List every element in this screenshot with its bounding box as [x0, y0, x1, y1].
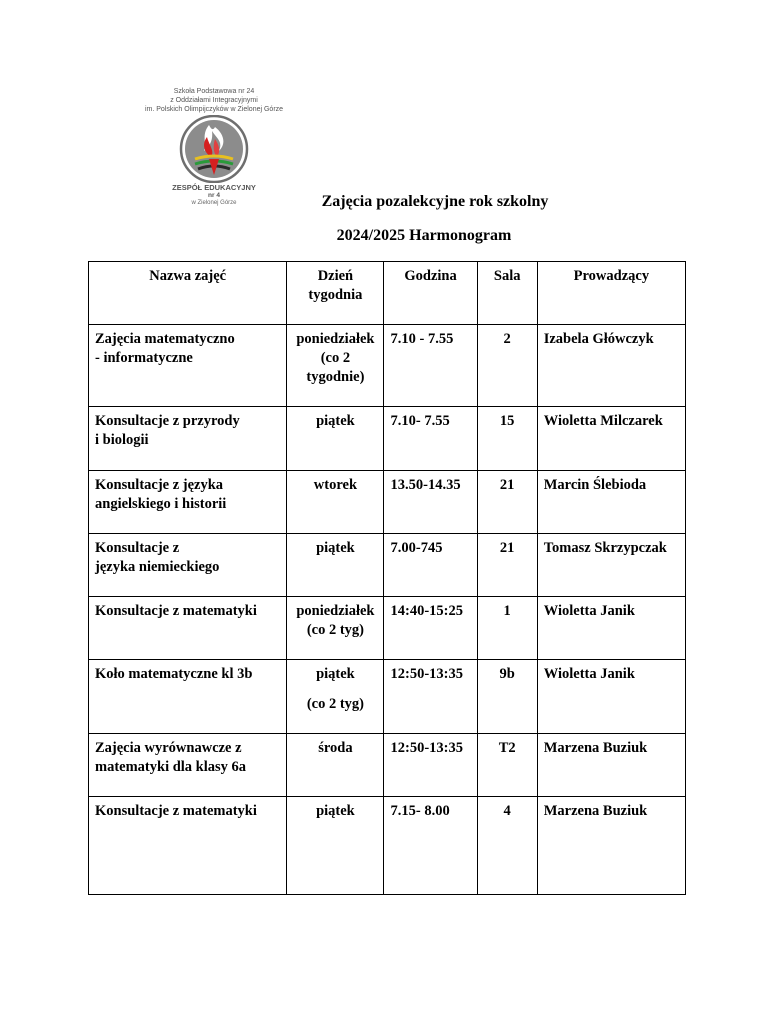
cell-day: piątek	[287, 407, 384, 471]
table-row	[89, 407, 686, 471]
logo-brand-text: ZESPÓŁ EDUKACYJNY	[172, 183, 256, 192]
cell-day: środa	[287, 734, 384, 797]
logo-school-name: Szkoła Podstawowa nr 24	[173, 88, 255, 95]
header-room: Sala	[477, 262, 537, 325]
header-time: Godzina	[384, 262, 477, 325]
cell-day: wtorek	[287, 471, 384, 534]
table-row	[89, 734, 686, 797]
logo-school-subtitle: z Oddziałami Integracyjnymi	[170, 97, 258, 104]
cell-room: 9b	[477, 660, 537, 734]
cell-teacher: Wioletta Janik	[537, 660, 685, 734]
cell-room: 21	[477, 534, 537, 597]
header-name: Nazwa zajęć	[89, 262, 287, 325]
cell-teacher: Marcin Ślebioda	[537, 471, 685, 534]
cell-teacher: Wioletta Milczarek	[537, 407, 685, 471]
cell-time: 7.00-745	[384, 534, 477, 597]
cell-activity: Konsultacje z matematyki	[89, 797, 287, 895]
torch-emblem-icon	[171, 115, 257, 183]
table-row	[89, 534, 686, 597]
table-row	[89, 471, 686, 534]
header-teacher: Prowadzący	[537, 262, 685, 325]
header-day: Dzień tygodnia	[287, 262, 384, 325]
cell-day: piątek	[287, 797, 384, 895]
table-row	[89, 325, 686, 407]
cell-teacher: Marzena Buziuk	[537, 734, 685, 797]
cell-day: piątek	[287, 534, 384, 597]
cell-day: poniedziałek (co 2 tygodnie)	[287, 325, 384, 407]
cell-room: T2	[477, 734, 537, 797]
cell-teacher: Marzena Buziuk	[537, 797, 685, 895]
cell-room: 4	[477, 797, 537, 895]
cell-time: 14:40-15:25	[384, 597, 477, 660]
cell-activity: Zajęcia wyrównawcze z matematyki dla klasy 6a	[89, 734, 287, 797]
cell-activity: Konsultacje z przyrody i biologii	[89, 407, 287, 471]
cell-time: 12:50-13:35	[384, 660, 477, 734]
cell-day: piątek (co 2 tyg)	[287, 660, 384, 734]
logo-city-text: w Zielonej Górze	[191, 200, 237, 206]
table-row	[89, 660, 686, 734]
cell-time: 12:50-13:35	[384, 734, 477, 797]
cell-activity: Koło matematyczne kl 3b	[89, 660, 287, 734]
cell-activity: Zajęcia matematyczno - informatyczne	[89, 325, 287, 407]
table-row	[89, 597, 686, 660]
cell-day: poniedziałek (co 2 tyg)	[287, 597, 384, 660]
cell-room: 1	[477, 597, 537, 660]
document-title: Zajęcia pozalekcyjne rok szkolny	[321, 193, 549, 210]
schedule-table	[88, 261, 686, 895]
cell-teacher: Wioletta Janik	[537, 597, 685, 660]
cell-room: 2	[477, 325, 537, 407]
cell-activity: Konsultacje z języka niemieckiego	[89, 534, 287, 597]
cell-time: 7.10- 7.55	[384, 407, 477, 471]
cell-activity: Konsultacje z języka angielskiego i historii	[89, 471, 287, 534]
cell-room: 15	[477, 407, 537, 471]
cell-room: 21	[477, 471, 537, 534]
school-logo	[128, 87, 300, 209]
cell-time: 7.10 - 7.55	[384, 325, 477, 407]
logo-number-text: nr 4	[208, 192, 220, 199]
header-row	[89, 262, 686, 325]
cell-time: 7.15- 8.00	[384, 797, 477, 895]
cell-time: 13.50-14.35	[384, 471, 477, 534]
logo-school-patron: im. Polskich Olimpijczyków w Zielonej Górze	[144, 106, 284, 113]
document-subtitle: 2024/2025 Harmonogram	[336, 227, 512, 244]
table-row	[89, 797, 686, 895]
cell-teacher: Izabela Główczyk	[537, 325, 685, 407]
cell-activity: Konsultacje z matematyki	[89, 597, 287, 660]
cell-teacher: Tomasz Skrzypczak	[537, 534, 685, 597]
